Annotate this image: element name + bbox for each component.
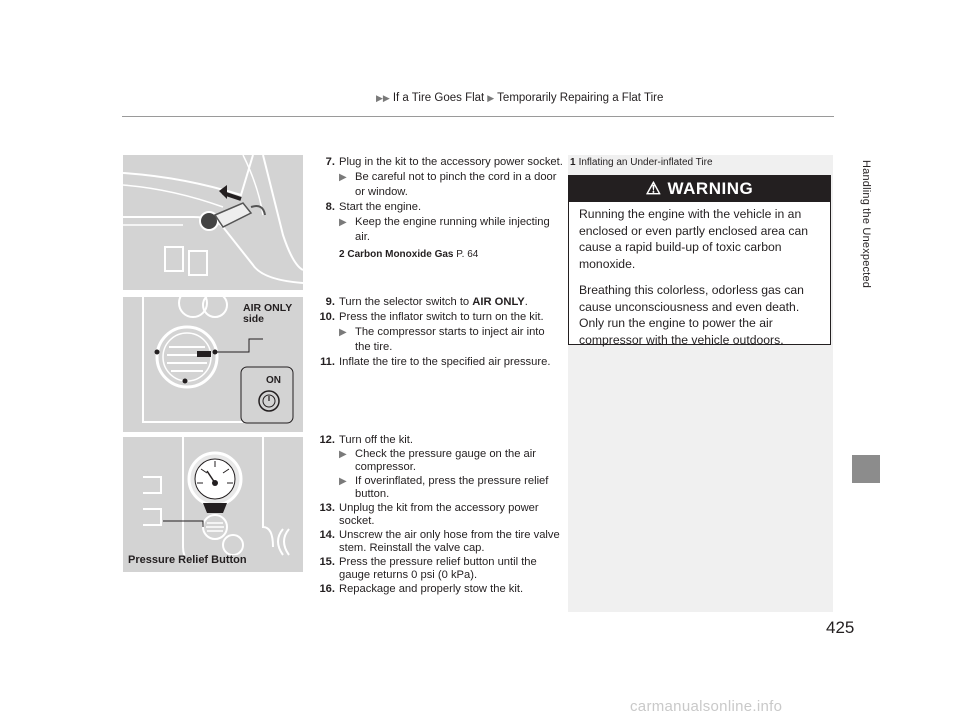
steps-block-1 — [315, 155, 563, 268]
callout-on-switch: ON — [266, 375, 281, 386]
callout-air-only-side: AIR ONLY side — [243, 302, 293, 325]
step-12: 12. Turn off the kit. — [319, 434, 413, 446]
breadcrumb-item: If a Tire Goes Flat — [392, 92, 485, 104]
step-13: 13. Unplug the kit from the accessory power socket. — [319, 501, 539, 527]
step-10-note: ▶ The compressor starts to inject air into the tire. — [339, 326, 545, 353]
step-14: 14. Unscrew the air only hose from the tire valve stem. Reinstall the valve cap. — [319, 528, 560, 554]
step-7: 7. Plug in the kit to the accessory power socket. — [325, 156, 563, 168]
warning-box — [568, 175, 831, 345]
breadcrumb — [376, 92, 663, 104]
notes-title: 1 Inflating an Under-inflated Tire — [570, 157, 713, 168]
step-7-note: ▶ Be careful not to pinch the cord in a door or window. — [339, 171, 557, 198]
note-ref-icon: 1 — [570, 157, 576, 168]
warning-paragraph: Breathing this colorless, odorless gas can cause unconsciousness and even death. Only run the engine to power the air compressor with the vehicle outdoors. — [579, 283, 804, 347]
step-12-note-2: ▶ If overinflated, press the pressure relief button. — [339, 474, 549, 500]
page-number: 425 — [826, 618, 855, 637]
sub-arrow-icon: ▶ — [339, 448, 347, 460]
warning-text — [569, 202, 830, 348]
reference-icon: 2 — [339, 249, 348, 260]
sub-arrow-icon: ▶ — [339, 327, 347, 338]
step-15: 15. Press the pressure relief button until the gauge returns 0 psi (0 kPa). — [319, 555, 537, 581]
header-rule — [122, 116, 834, 117]
side-tab-label: Handling the Unexpected — [860, 160, 872, 289]
sub-arrow-icon: ▶ — [339, 172, 347, 183]
callout-pressure-relief-button: Pressure Relief Button — [128, 554, 247, 566]
steps-block-3 — [315, 434, 563, 596]
breadcrumb-item: Temporarily Repairing a Flat Tire — [497, 92, 664, 104]
step-9: 9. Turn the selector switch to AIR ONLY. — [325, 296, 528, 308]
steps-block-2 — [315, 295, 563, 370]
step-12-note-1: ▶ Check the pressure gauge on the air compressor. — [339, 447, 536, 473]
warning-icon: ⚠ — [645, 179, 662, 198]
warning-paragraph: Running the engine with the vehicle in an enclosed or even partly enclosed area can cause a rapid build-up of toxic carbon monoxide. — [579, 207, 808, 271]
figure-pressure-gauge — [123, 437, 303, 572]
step-11: 11. Inflate the tire to the specified air pressure. — [320, 356, 551, 368]
sub-arrow-icon: ▶ — [339, 475, 347, 487]
step-8: 8. Start the engine. — [325, 201, 422, 213]
step-16: 16. Repackage and properly stow the kit. — [319, 582, 524, 595]
cross-reference[interactable]: 2 Carbon Monoxide Gas P. 64 — [339, 249, 479, 260]
side-tab-marker — [852, 455, 880, 483]
breadcrumb-arrow-icon: ▶ — [487, 92, 495, 103]
figure-accessory-socket — [123, 155, 303, 290]
breadcrumb-arrow-icon: ▶▶ — [376, 92, 390, 103]
step-8-note: ▶ Keep the engine running while injecting air. — [339, 216, 550, 243]
sub-arrow-icon: ▶ — [339, 217, 347, 228]
warning-header: ⚠ WARNING — [569, 176, 830, 202]
watermark: carmanualsonline.info — [630, 698, 783, 715]
step-10: 10. Press the inflator switch to turn on the kit. — [319, 311, 544, 323]
